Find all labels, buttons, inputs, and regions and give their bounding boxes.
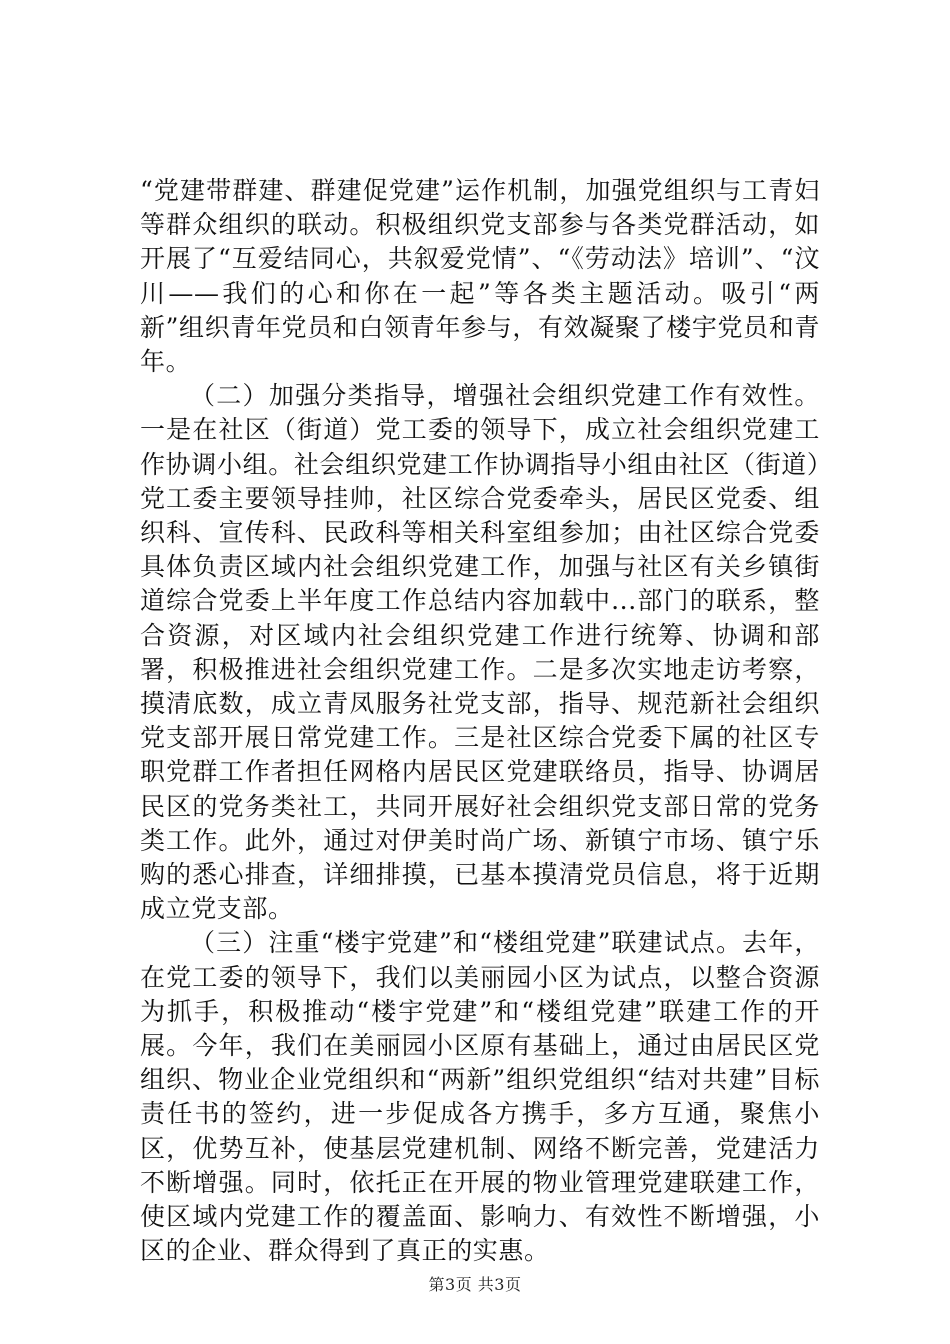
page-footer: 第3页 共3页 [428, 1275, 522, 1294]
paragraph-section-2: （二）加强分类指导，增强社会组织党建工作有效性。一是在社区（街道）党工委的领导下，成立社会组织党建工作协调小组。社会组织党建工作协调指导小组由社区（街道）党工委主要领导挂帅，社区综合党委牵头，居民区党委、组织科、宣传科、民政科等相关科室组参加；由社区综合党委具体负责区域内社会组织党建工作，加强与社区有关乡镇街道综合党委上半年度工作总结内容加载中...部门的联系，整合资源，对区域内社会组织党建工作进行统筹、协调和部署，积极推进社会组织党建工作。二是多次实地走访考察，摸清底数，成立青凤服务社党支部，指导、规范新社会组织党支部开展日常党建工作。三是社区综合党委下属的社区专职党群工作者担任网格内居民区党建联络员，指导、协调居民区的党务类社工，共同开展好社会组织党支部日常的党务类工作。此外，通过对伊美时尚广场、新镇宁市场、镇宁乐购的悉心排查，详细排摸，已基本摸清党员信息，将于近期成立党支部。 [140, 381, 820, 924]
paragraph-section-3: （三）注重“楼宇党建”和“楼组党建”联建试点。去年，在党工委的领导下，我们以美丽园小区为试点，以整合资源为抓手，积极推动“楼宇党建”和“楼组党建”联建工作的开展。今年，我们在美丽园小区原有基础上，通过由居民区党组织、物业企业党组织和“两新”组织党组织“结对共建”目标责任书的签约，进一步促成各方携手，多方互通，聚焦小区，优势互补，使基层党建机制、网络不断完善，党建活力不断增强。同时，依托正在开展的物业管理党建联建工作，使区域内党建工作的覆盖面、影响力、有效性不断增强，小区的企业、群众得到了真正的实惠。 [140, 928, 820, 1266]
document-body [140, 174, 820, 1269]
paragraph-continued: “党建带群建、群建促党建”运作机制，加强党组织与工青妇等群众组织的联动。积极组织党支部参与各类党群活动，如开展了“互爱结同心，共叙爱党情”、“《劳动法》培训”、“汶川——我们的心和你在一起”等各类主题活动。吸引“两新”组织青年党员和白领青年参与，有效凝聚了楼宇党员和青年。 [140, 176, 820, 377]
